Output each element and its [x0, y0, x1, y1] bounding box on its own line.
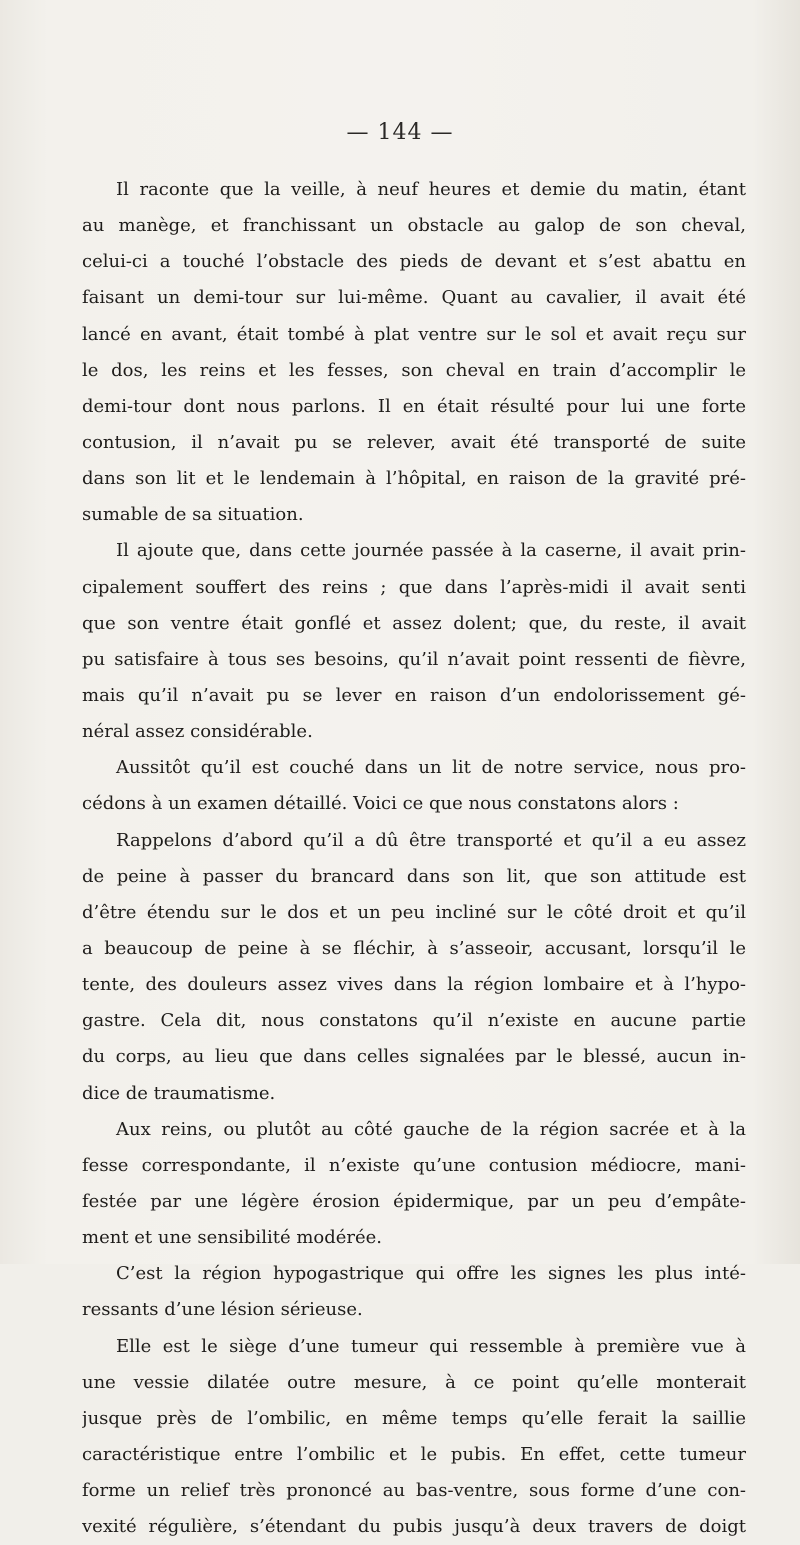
text-line: ressants d’une lésion sérieuse. [82, 1299, 363, 1321]
text-line: faisant un demi-tour sur lui-même. Quant au cavalier, il avait été [82, 287, 746, 309]
text-line: d’être étendu sur le dos et un peu incliné sur le côté droit et qu’il [82, 901, 746, 923]
text-line: forme un relief très prononcé au bas-ventre, sous forme d’une con- [82, 1480, 746, 1502]
text-line: au manège, et franchissant un obstacle au galop de son cheval, [82, 215, 746, 237]
text-line: sumable de sa situation. [82, 504, 304, 526]
text-line: festée par une légère érosion épidermique, par un peu d’empâte- [82, 1190, 746, 1212]
text-line: une vessie dilatée outre mesure, à ce point qu’elle monterait [82, 1371, 746, 1393]
text-line: de peine à passer du brancard dans son lit, que son attitude est [82, 865, 746, 887]
text-line: du corps, au lieu que dans celles signalées par le blessé, aucun in- [82, 1046, 746, 1068]
text-line: cédons à un examen détaillé. Voici ce que nous constatons alors : [82, 793, 679, 815]
text-line: demi-tour dont nous parlons. Il en était résulté pour lui une forte [82, 395, 746, 417]
text-line: ment et une sensibilité modérée. [82, 1227, 383, 1249]
text-line: a beaucoup de peine à se fléchir, à s’asseoir, accusant, lorsqu’il le [82, 937, 746, 959]
text-line: C’est la région hypogastrique qui offre les signes les plus inté- [116, 1263, 746, 1285]
text-line: Aux reins, ou plutôt au côté gauche de la région sacrée et à la [116, 1118, 746, 1140]
text-line: néral assez considérable. [82, 721, 313, 743]
text-line: Il ajoute que, dans cette journée passée à la caserne, il avait prin- [116, 540, 746, 562]
text-line: vexité régulière, s’étendant du pubis jusqu’à deux travers de doigt [82, 1516, 746, 1538]
text-line: mais qu’il n’avait pu se lever en raison d’un endolorissement gé- [82, 684, 746, 706]
text-line: fesse correspondante, il n’existe qu’une contusion médiocre, mani- [82, 1154, 746, 1176]
text-line: que son ventre était gonflé et assez dolent; que, du reste, il avait [82, 612, 746, 634]
text-line: jusque près de l’ombilic, en même temps qu’elle ferait la saillie [82, 1407, 746, 1429]
text-line: contusion, il n’avait pu se relever, avait été transporté de suite [82, 431, 746, 453]
body-text [82, 172, 746, 1545]
text-line: Aussitôt qu’il est couché dans un lit de notre service, nous pro- [116, 757, 746, 779]
text-line: pu satisfaire à tous ses besoins, qu’il n’avait point ressenti de fièvre, [82, 648, 746, 670]
text-line: tente, des douleurs assez vives dans la région lombaire et à l’hypo- [82, 974, 746, 996]
text-line: celui-ci a touché l’obstacle des pieds de devant et s’est abattu en [82, 251, 746, 273]
text-line: Elle est le siège d’une tumeur qui ressemble à première vue à [116, 1335, 746, 1357]
text-line: dans son lit et le lendemain à l’hôpital, en raison de la gravité pré- [82, 468, 746, 490]
page-number: — 144 — [346, 120, 454, 145]
text-line: Il raconte que la veille, à neuf heures et demie du matin, étant [116, 179, 746, 200]
text-line: caractéristique entre l’ombilic et le pubis. En effet, cette tumeur [82, 1443, 746, 1465]
text-line: le dos, les reins et les fesses, son cheval en train d’accomplir le [82, 359, 746, 381]
text-line: lancé en avant, était tombé à plat ventre sur le sol et avait reçu sur [82, 323, 746, 345]
text-line: cipalement souffert des reins ; que dans l’après-midi il avait senti [82, 576, 746, 598]
text-line: dice de traumatisme. [82, 1082, 276, 1104]
text-line: gastre. Cela dit, nous constatons qu’il n’existe en aucune partie [82, 1010, 746, 1032]
text-line: Rappelons d’abord qu’il a dû être transporté et qu’il a eu assez [116, 829, 746, 851]
